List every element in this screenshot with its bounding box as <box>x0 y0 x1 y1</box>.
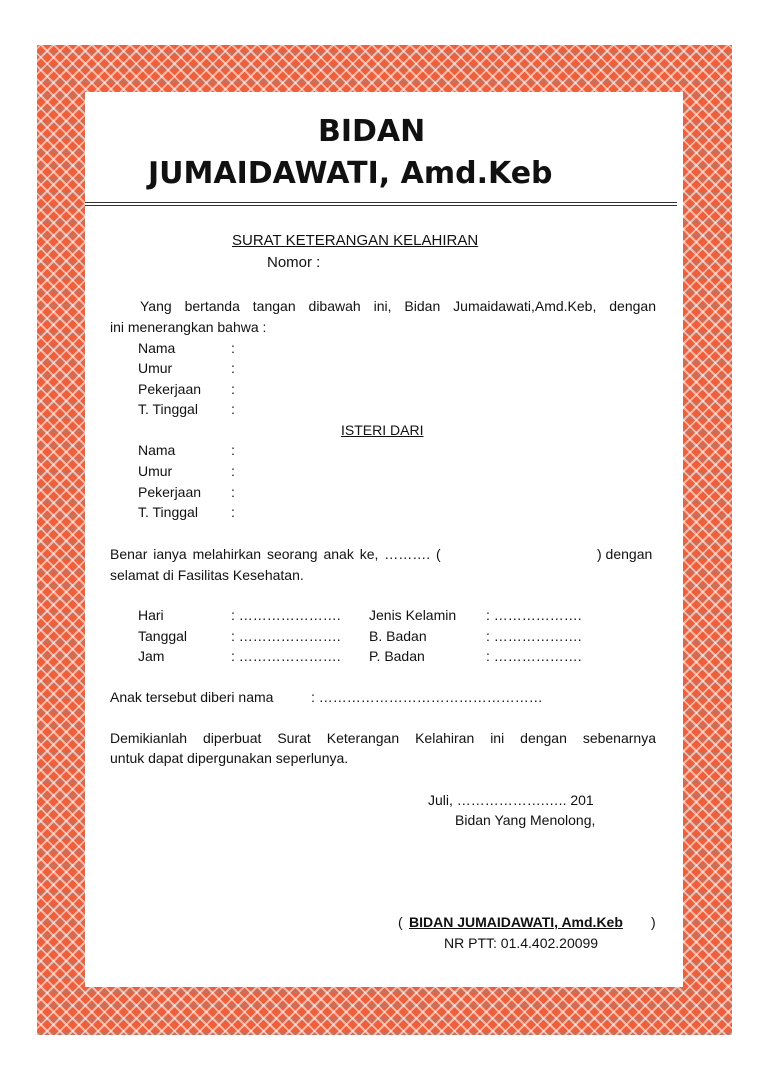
intro-line-1: Yang bertanda tangan dibawah ini, Bidan Jumaidawati,Amd.Keb, dengan <box>140 298 656 314</box>
mother-job-label: Pekerjaan <box>138 484 202 500</box>
signature-date: Juli, ……………….….. 201 <box>428 792 594 808</box>
father-age-label: Umur <box>138 360 173 376</box>
time-value: : …………………. <box>231 648 341 664</box>
father-residence-colon: : <box>231 401 235 417</box>
header-rule-top <box>85 202 677 203</box>
day-value: : …………………. <box>231 607 341 623</box>
date-label: Tanggal <box>138 628 188 644</box>
isteri-dari-heading: ISTERI DARI <box>341 422 424 438</box>
child-name-label: Anak tersebut diberi nama <box>110 689 274 705</box>
gender-label: Jenis Kelamin <box>369 607 457 623</box>
mother-age-colon: : <box>231 463 235 479</box>
birth-statement-left: Benar ianya melahirkan seorang anak ke, ………. ( <box>110 546 441 562</box>
closing-line-2: untuk dapat dipergunakan seperlunya. <box>110 750 349 766</box>
gender-value: : ………………. <box>486 607 582 623</box>
mother-name-colon: : <box>231 442 235 458</box>
father-name-colon: : <box>231 340 235 356</box>
mother-residence-label: T. Tinggal <box>138 504 198 520</box>
time-label: Jam <box>138 648 165 664</box>
father-name-label: Nama <box>138 340 176 356</box>
signer-registration-number: NR PTT: 01.4.402.20099 <box>444 935 599 951</box>
signer-name: BIDAN JUMAIDAWATI, Amd.Keb <box>409 914 623 930</box>
father-age-colon: : <box>231 360 235 376</box>
certificate-page <box>85 92 683 987</box>
document-number: Nomor : <box>267 254 321 271</box>
father-residence-label: T. Tinggal <box>138 401 198 417</box>
intro-line-2: ini menerangkan bahwa : <box>110 319 267 335</box>
closing-line-1: Demikianlah diperbuat Surat Keterangan Kelahiran ini dengan sebenarnya <box>110 730 656 746</box>
mother-job-colon: : <box>231 484 235 500</box>
header-rule-bottom <box>85 205 677 206</box>
signer-paren-open: ( <box>398 914 403 930</box>
signer-title: Bidan Yang Menolong, <box>455 812 596 828</box>
header-line-2: JUMAIDAWATI, Amd.Keb <box>148 156 553 191</box>
mother-residence-colon: : <box>231 504 235 520</box>
date-value: : …………………. <box>231 628 341 644</box>
document-title: SURAT KETERANGAN KELAHIRAN <box>232 232 479 249</box>
day-label: Hari <box>138 607 164 623</box>
father-job-label: Pekerjaan <box>138 381 202 397</box>
father-job-colon: : <box>231 381 235 397</box>
length-label: P. Badan <box>369 648 425 664</box>
weight-value: : ………………. <box>486 628 582 644</box>
child-name-value: : ………………………………………… <box>311 689 543 705</box>
mother-age-label: Umur <box>138 463 173 479</box>
signer-paren-close: ) <box>651 914 656 930</box>
weight-label: B. Badan <box>369 628 427 644</box>
header-line-1: BIDAN <box>318 114 426 149</box>
birth-statement-line-2: selamat di Fasilitas Kesehatan. <box>110 567 304 583</box>
mother-name-label: Nama <box>138 442 176 458</box>
length-value: : ………………. <box>486 648 582 664</box>
birth-statement-right: ) dengan <box>597 546 653 562</box>
